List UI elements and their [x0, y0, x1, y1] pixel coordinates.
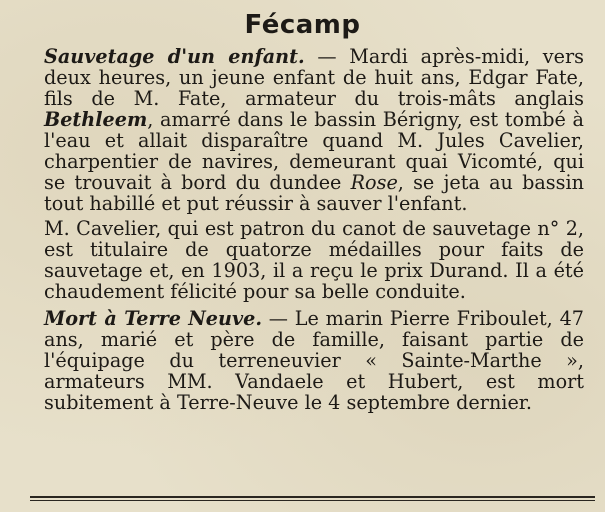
bottom-rule — [30, 496, 595, 501]
section-heading: Fécamp — [244, 10, 361, 40]
paragraph-death — [44, 308, 584, 413]
ship-name-rose: Rose — [350, 171, 398, 194]
death-text: — Le marin Pierre Friboulet, 47 ans, marié et père de famille, faisant partie de l'équipage du terreneuvier « Sainte-Marthe », armateurs MM. Vandaele et Hubert, est mort subitement à Terre-Neuve le 4 septembre dernier. — [44, 307, 584, 414]
cavelier-text: M. Cavelier, qui est patron du canot de sauvetage n° 2, est titulaire de quatorze médailles pour faits de sauvetage et, en 1903, il a reçu le prix Durand. Il a été chaudement félicité pour sa belle conduite. — [44, 217, 584, 303]
ship-name-bethleem: Bethleem — [44, 108, 148, 131]
kicker-death: Mort à Terre Neuve. — [44, 307, 263, 330]
rescue-text-2: , amarré dans le bassin Bérigny, est tombé à l'eau et allait disparaître quand M. Jules Cavelier, charpentier de navires, demeurant quai Vicomté, qui se trouvait à bord du dundee — [44, 108, 584, 194]
rescue-text-1: — Mardi après-midi, vers deux heures, un jeune enfant de huit ans, Edgar Fate, fils de M. Fate, armateur du trois-mâts anglais — [44, 45, 585, 110]
article-column — [44, 46, 584, 413]
kicker-rescue: Sauvetage d'un enfant. — [44, 45, 305, 68]
paragraph-rescue — [44, 46, 584, 214]
paragraph-cavelier — [44, 218, 584, 302]
rescue-text-3: , se jeta au bassin tout habillé et put réussir à sauver l'enfant. — [44, 171, 584, 215]
